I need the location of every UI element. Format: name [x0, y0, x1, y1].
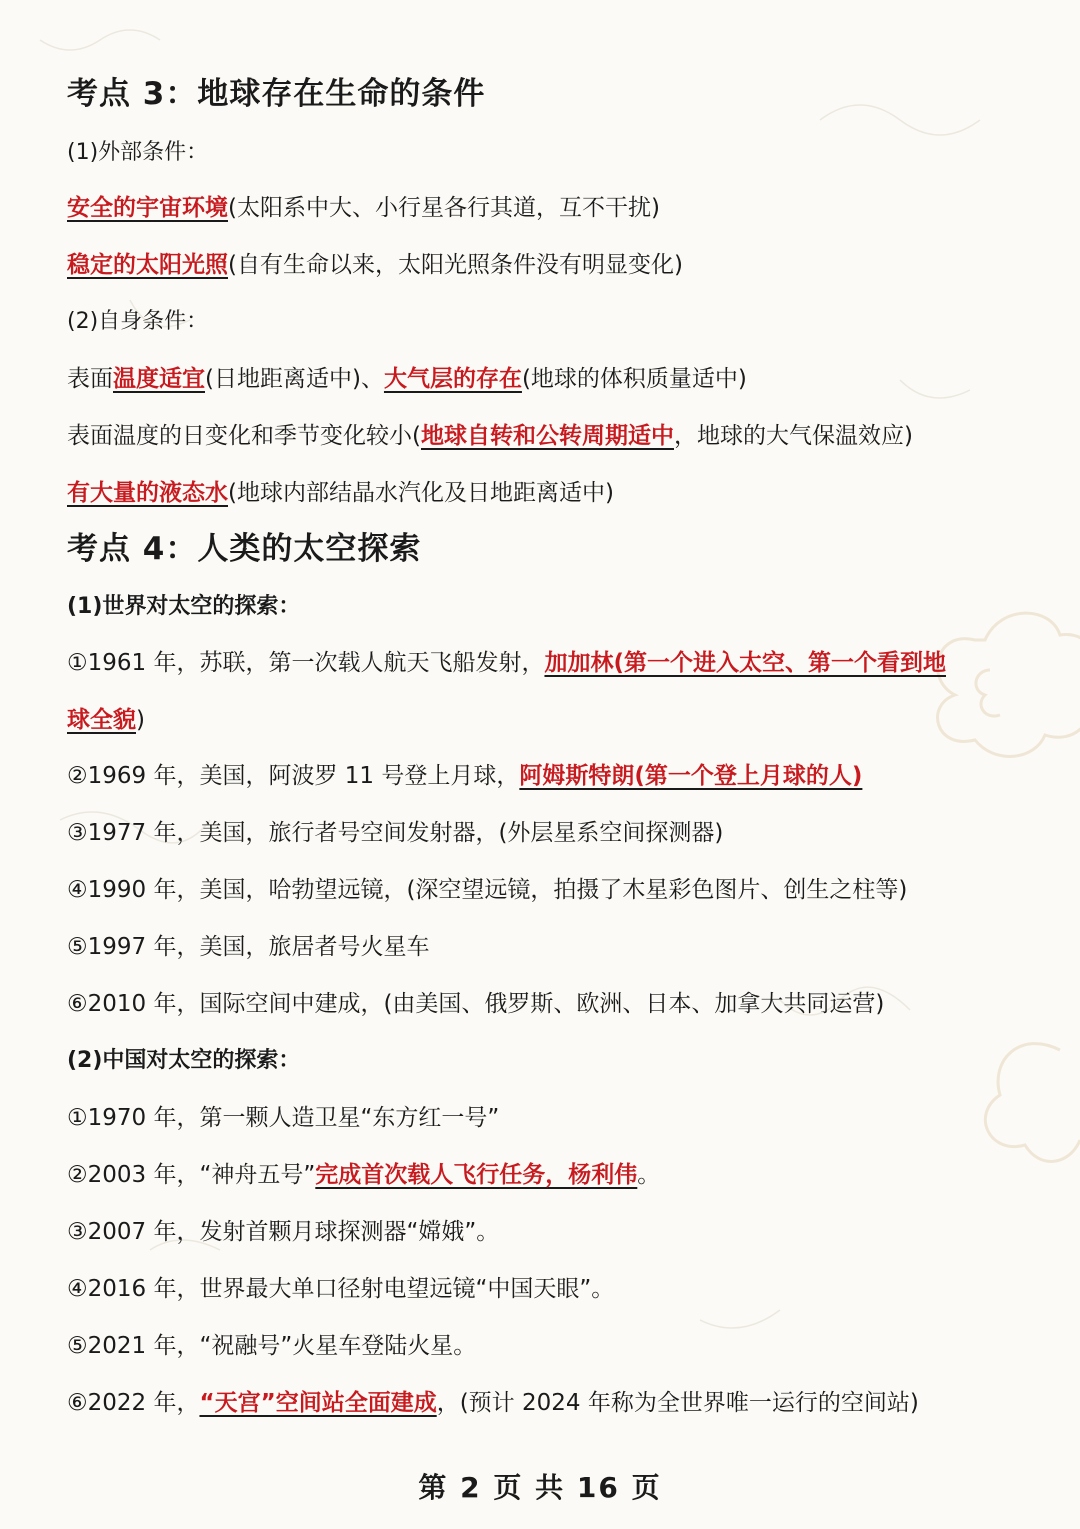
plain-text: 表面温度的日变化和季节变化较小( — [67, 423, 421, 449]
world-exploration-label: (1)世界对太空的探索： — [67, 594, 301, 619]
plain-text: ) — [136, 707, 145, 733]
highlight-text: 大气层的存在 — [383, 366, 522, 392]
highlight-text: 地球自转和公转周期适中 — [420, 423, 674, 449]
plain-text: ①1961 年，苏联，第一次载人航天飞船发射， — [67, 650, 545, 676]
china-exploration-label: (2)中国对太空的探索： — [67, 1048, 301, 1073]
world-item-6: ⑥2010 年，国际空间中建成，(由美国、俄罗斯、欧洲、日本、加拿大共同运营) — [67, 991, 885, 1017]
highlight-text: 温度适宜 — [113, 366, 205, 392]
china-item-3: ③2007 年，发射首颗月球探测器“嫦娥”。 — [67, 1219, 500, 1245]
highlight-text: 阿姆斯特朗(第一个登上月球的人) — [519, 763, 863, 789]
plain-text: ②2003 年，“神舟五号” — [67, 1162, 316, 1188]
plain-text: (日地距离适中)、 — [205, 366, 384, 392]
internal-conditions-label: (2)自身条件： — [67, 309, 209, 334]
highlight-text: 安全的宇宙环境 — [67, 195, 228, 221]
plain-text: ，(预计 2024 年称为全世界唯一运行的空间站) — [436, 1390, 919, 1416]
plain-text: (太阳系中大、小行星各行其道，互不干扰) — [228, 195, 660, 221]
world-item-1-continued — [67, 704, 145, 736]
highlight-text: 加加林(第一个进入太空、第一个看到地 — [544, 650, 946, 676]
world-item-5: ⑤1997 年，美国，旅居者号火星车 — [67, 934, 430, 960]
highlight-text: 稳定的太阳光照 — [67, 252, 228, 278]
world-item-1 — [67, 647, 946, 679]
world-item-3: ③1977 年，美国，旅行者号空间发射器，(外层星系空间探测器) — [67, 820, 724, 846]
section4-heading: 考点 4：人类的太空探索 — [67, 531, 422, 567]
cloud-ornament — [938, 613, 1080, 1161]
china-item-6 — [67, 1387, 919, 1419]
world-item-4: ④1990 年，美国，哈勃望远镜，(深空望远镜，拍摄了木星彩色图片、创生之柱等) — [67, 877, 908, 903]
highlight-text: 球全貌 — [67, 707, 136, 733]
china-item-1: ①1970 年，第一颗人造卫星“东方红一号” — [67, 1105, 500, 1131]
plain-text: (自有生命以来，太阳光照条件没有明显变化) — [228, 252, 683, 278]
world-item-2 — [67, 760, 862, 792]
plain-text: ，地球的大气保温效应) — [673, 423, 913, 449]
highlight-text: 有大量的液态水 — [67, 480, 228, 506]
page-number-footer: 第 2 页 共 16 页 — [418, 1471, 662, 1504]
plain-text: ⑥2022 年， — [67, 1390, 200, 1416]
condition-line-5 — [67, 477, 614, 509]
external-conditions-label: (1)外部条件： — [67, 140, 209, 165]
china-item-4: ④2016 年，世界最大单口径射电望远镜“中国天眼”。 — [67, 1276, 615, 1302]
plain-text: 。 — [637, 1162, 661, 1188]
highlight-text: “天宫”空间站全面建成 — [199, 1390, 437, 1416]
condition-line-3 — [67, 363, 747, 395]
section3-heading: 考点 3：地球存在生命的条件 — [67, 76, 486, 112]
highlight-text: 完成首次载人飞行任务，杨利伟 — [315, 1162, 638, 1188]
plain-text: (地球的体积质量适中) — [521, 366, 747, 392]
condition-line-2 — [67, 249, 683, 281]
condition-line-1 — [67, 192, 660, 224]
china-item-2 — [67, 1159, 660, 1191]
plain-text: ②1969 年，美国，阿波罗 11 号登上月球， — [67, 763, 520, 789]
plain-text: (地球内部结晶水汽化及日地距离适中) — [228, 480, 614, 506]
condition-line-4 — [67, 420, 913, 452]
plain-text: 表面 — [67, 366, 113, 392]
china-item-5: ⑤2021 年，“祝融号”火星车登陆火星。 — [67, 1333, 477, 1359]
